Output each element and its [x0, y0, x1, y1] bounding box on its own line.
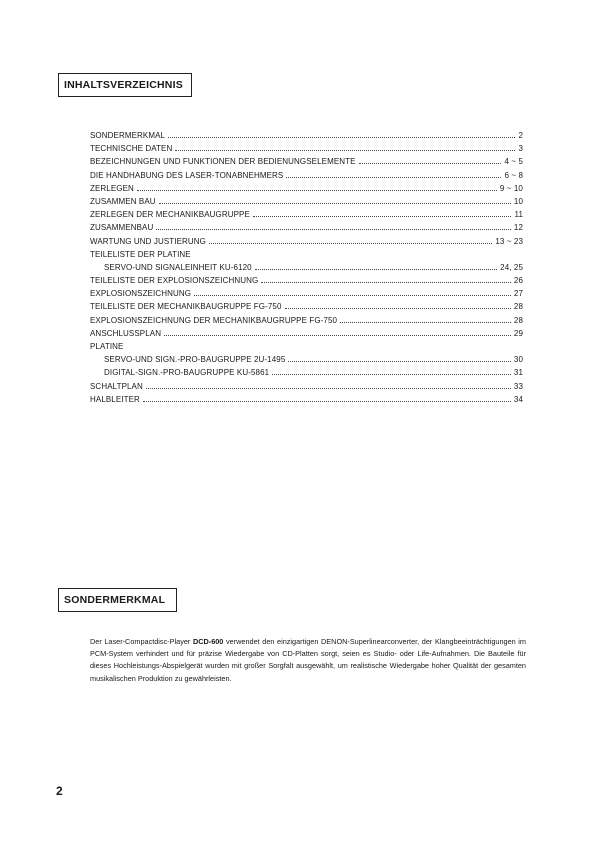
- toc-entry-page: 29: [513, 328, 523, 338]
- feature-heading: SONDERMERKMAL: [58, 588, 177, 612]
- toc-entry: [90, 144, 523, 157]
- toc-entry-title: SONDERMERKMAL: [90, 131, 166, 140]
- toc-entry: [90, 184, 523, 197]
- toc-entry-page: 24, 25: [500, 262, 523, 272]
- toc-entry-page: 34: [513, 394, 523, 404]
- toc-entry-page: 28: [513, 315, 523, 325]
- toc-entry-page: 33: [513, 381, 523, 391]
- toc-dot-leader: [253, 210, 512, 217]
- toc-entry-page: 28: [513, 302, 523, 312]
- toc-entry: [90, 210, 523, 223]
- toc-entry-page: 11: [514, 210, 523, 220]
- toc-entry-title: EXPLOSIONSZEICHNUNG: [90, 289, 192, 299]
- toc-dot-leader: [272, 368, 511, 375]
- toc-entry-title: HALBLEITER: [90, 394, 140, 404]
- toc-entry: [90, 382, 523, 395]
- toc-dot-leader: [156, 223, 511, 230]
- toc-entry: [90, 276, 523, 289]
- toc-entry-title: ZERLEGEN: [90, 183, 134, 193]
- toc-entry: [90, 131, 523, 144]
- toc-dot-leader: [175, 144, 515, 151]
- toc-entry: [90, 237, 523, 250]
- toc-entry-page: 9 ~ 10: [499, 183, 523, 193]
- toc-dot-leader: [137, 184, 497, 191]
- toc-entry-page: 10: [513, 196, 523, 206]
- toc-dot-leader: [143, 395, 511, 402]
- toc-entry-page: 13 ~ 23: [495, 236, 523, 246]
- feature-text-start: Der Laser-Compactdisc-Player: [90, 637, 193, 646]
- toc-dot-leader: [359, 157, 502, 164]
- toc-entry-title: DIGITAL-SIGN.-PRO-BAUGRUPPE KU-5861: [104, 368, 270, 378]
- toc-entry-title: SCHALTPLAN: [90, 381, 143, 391]
- toc-entry: [90, 316, 523, 329]
- toc-entry-page: 27: [513, 289, 523, 299]
- toc-entry: [90, 355, 523, 368]
- toc-entry: [90, 171, 523, 184]
- toc-dot-leader: [261, 276, 511, 283]
- toc-entry-title: TEILELISTE DER EXPLOSIONSZEICHNUNG: [90, 276, 259, 286]
- toc-entry-title: SERVO-UND SIGNALEINHEIT KU-6120: [104, 262, 252, 272]
- toc-dot-leader: [209, 237, 492, 244]
- toc-dot-leader: [146, 382, 511, 389]
- toc-entry: [90, 302, 523, 315]
- toc-entry: [90, 250, 523, 263]
- page-number: 2: [56, 784, 63, 798]
- toc-entry: [90, 342, 523, 355]
- toc-entry-page: 4 ~ 5: [504, 157, 523, 167]
- toc-entry-page: 26: [513, 276, 523, 286]
- toc-entry-title: TEILELISTE DER PLATINE: [90, 249, 191, 259]
- toc-entry: [90, 395, 523, 408]
- toc-dot-leader: [340, 316, 511, 323]
- toc-entry-title: BEZEICHNUNGEN UND FUNKTIONEN DER BEDIENUNGSELEMENTE: [90, 157, 356, 167]
- toc-entry: [90, 368, 523, 381]
- toc-entry-title: DIE HANDHABUNG DES LASER-TONABNEHMERS: [90, 170, 284, 180]
- toc-entry-title: ZUSAMMENBAU: [90, 223, 154, 233]
- toc-entry-title: TECHNISCHE DATEN: [90, 144, 173, 154]
- toc-entry-page: 31: [513, 368, 523, 378]
- toc-entry: [90, 157, 523, 170]
- toc-entry-title: ANSCHLUSSPLAN: [90, 328, 162, 338]
- toc-entry: [90, 263, 523, 276]
- toc-entry-title: WARTUNG UND JUSTIERUNG: [90, 236, 206, 246]
- toc-dot-leader: [159, 197, 511, 204]
- feature-text-rest: verwendet den einzigartigen DENON-Superlinearconverter, der Klangbeeinträchtigungen im PCM-System verhindert und für präzise Wiedergabe von CD-Platten sorgt, seien es Studio- oder Life-Aufnahmen. Die Bauteile für dieses Hochleistungs-Abspielgerät wurden mit großer Sorgfalt ausgewählt, um realistische Wiedergabe hoher Qualität der gesamten musikalischen Produktion zu gewährleisten.: [90, 637, 526, 683]
- toc-entry-page: 3: [518, 144, 523, 154]
- toc-dot-leader: [288, 355, 511, 362]
- table-of-contents: [90, 131, 523, 408]
- toc-entry: [90, 223, 523, 236]
- toc-entry: [90, 329, 523, 342]
- toc-dot-leader: [285, 302, 511, 309]
- toc-entry-title: ZERLEGEN DER MECHANIKBAUGRUPPE: [90, 210, 250, 220]
- toc-dot-leader: [194, 289, 511, 296]
- toc-dot-leader: [168, 131, 515, 138]
- feature-paragraph: [90, 636, 526, 685]
- toc-entry-title: SERVO-UND SIGN.-PRO-BAUGRUPPE 2U-1495: [104, 355, 286, 365]
- toc-entry: [90, 289, 523, 302]
- toc-dot-leader: [286, 171, 501, 178]
- toc-entry-page: 2: [518, 131, 523, 140]
- toc-entry-title: ZUSAMMEN BAU: [90, 196, 156, 206]
- toc-entry-title: TEILELISTE DER MECHANIKBAUGRUPPE FG-750: [90, 302, 282, 312]
- toc-entry-title: PLATINE: [90, 342, 124, 351]
- toc-entry-title: EXPLOSIONSZEICHNUNG DER MECHANIKBAUGRUPPE FG-750: [90, 315, 338, 325]
- model-name: DCD-600: [192, 637, 224, 646]
- toc-entry-page: 12: [513, 223, 523, 233]
- toc-dot-leader: [255, 263, 497, 270]
- toc-entry-page: 6 ~ 8: [504, 170, 523, 180]
- toc-entry: [90, 197, 523, 210]
- toc-entry-page: 30: [513, 355, 523, 365]
- toc-heading: INHALTSVERZEICHNIS: [58, 73, 192, 97]
- toc-dot-leader: [164, 329, 511, 336]
